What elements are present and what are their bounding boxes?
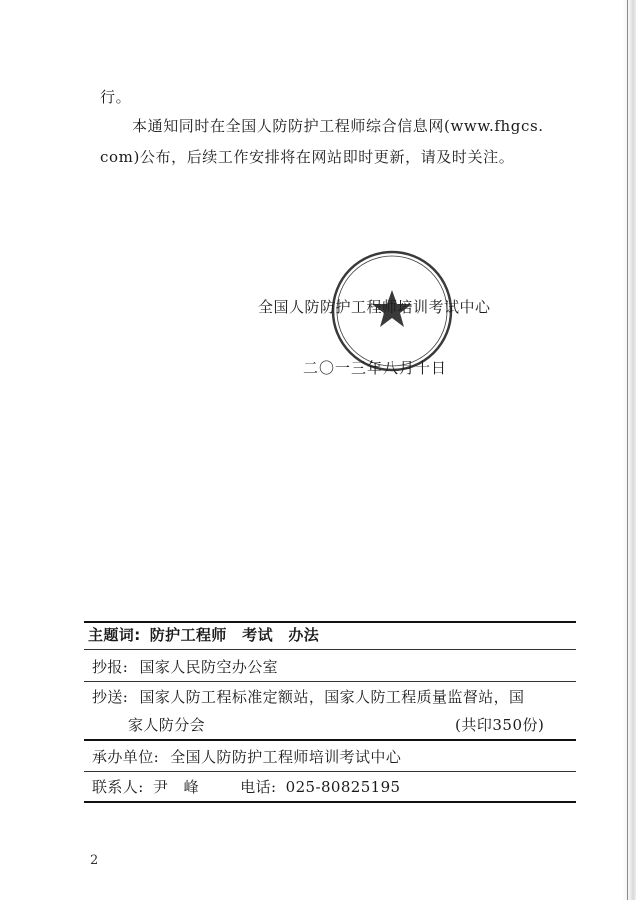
footer-top-rule bbox=[84, 621, 576, 623]
body-line-3: com)公布，后续工作安排将在网站即时更新，请及时关注。 bbox=[100, 148, 515, 166]
subject-rule bbox=[84, 649, 576, 650]
report-row bbox=[92, 656, 278, 677]
page-number: 2 bbox=[90, 853, 99, 868]
signature-organization: 全国人防防护工程师培训考试中心 bbox=[258, 298, 491, 316]
subject-row bbox=[88, 624, 319, 645]
send-rule bbox=[84, 739, 576, 741]
subject-label: 主题词: bbox=[88, 626, 141, 644]
page-edge-shadow bbox=[622, 0, 636, 900]
host-label: 承办单位: bbox=[92, 748, 160, 766]
report-rule bbox=[84, 681, 576, 682]
send-row bbox=[92, 686, 524, 707]
host-value: 全国人防防护工程师培训考试中心 bbox=[170, 748, 402, 766]
host-rule bbox=[84, 771, 576, 772]
body-line-1: 行。 bbox=[100, 88, 132, 106]
report-value: 国家人民防空办公室 bbox=[139, 658, 279, 676]
send-value-line2: 家人防分会 bbox=[128, 716, 206, 734]
footer-bottom-rule bbox=[84, 801, 576, 803]
subject-terms: 防护工程师 考试 办法 bbox=[149, 626, 320, 644]
phone-value: 025-80825195 bbox=[285, 778, 401, 796]
contact-label: 联系人: bbox=[92, 778, 144, 796]
copies-count: (共印350份) bbox=[455, 716, 545, 734]
send-label: 抄送: bbox=[92, 688, 129, 706]
contact-name: 尹 峰 bbox=[152, 778, 200, 796]
send-value-line1: 国家人防工程标准定额站，国家人防工程质量监督站，国 bbox=[139, 688, 525, 706]
signature-date: 二〇一三年八月十日 bbox=[303, 359, 448, 377]
phone-label: 电话: bbox=[240, 778, 277, 796]
report-label: 抄报: bbox=[92, 658, 129, 676]
host-row bbox=[92, 746, 401, 767]
page-edge-line bbox=[627, 0, 628, 900]
body-line-2: 本通知同时在全国人防防护工程师综合信息网(www.fhgcs. bbox=[132, 117, 544, 135]
contact-row bbox=[92, 776, 401, 797]
